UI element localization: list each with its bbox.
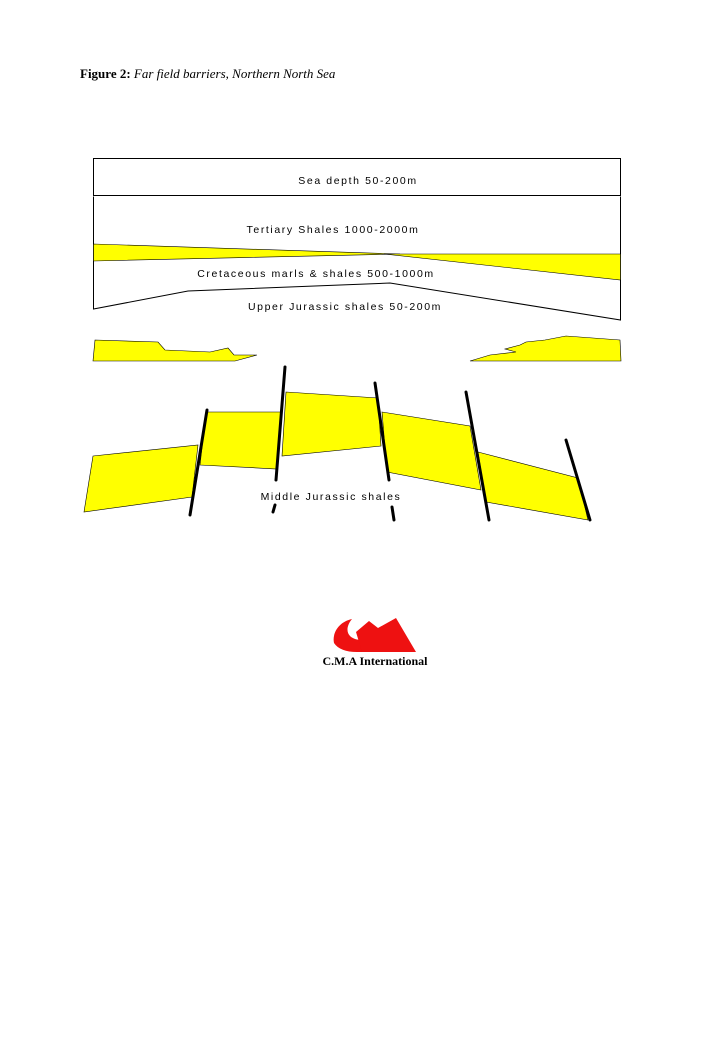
fault-block-2 bbox=[200, 412, 281, 469]
middle-jurassic-label: Middle Jurassic shales bbox=[260, 491, 402, 503]
fault-line-3-lower bbox=[392, 507, 394, 520]
fault-line-2-lower bbox=[273, 505, 275, 512]
logo-text: C.M.A International bbox=[322, 654, 428, 668]
cma-logo-icon bbox=[334, 618, 416, 652]
fault-block-4 bbox=[382, 412, 481, 490]
upper-jurassic-label: Upper Jurassic shales 50-200m bbox=[247, 301, 443, 313]
fault-block-1 bbox=[84, 445, 198, 512]
figure-title: Far field barriers, Northern North Sea bbox=[133, 66, 336, 81]
cretaceous-label: Cretaceous marls & shales 500-1000m bbox=[197, 268, 435, 280]
upper-jurassic-sand-left bbox=[93, 340, 257, 361]
tertiary-label: Tertiary Shales 1000-2000m bbox=[246, 224, 420, 236]
upper-jurassic-sand-right bbox=[470, 336, 621, 361]
figure-label: Figure 2: bbox=[80, 66, 131, 81]
fault-block-3 bbox=[282, 392, 381, 456]
sea-depth-label: Sea depth 50-200m bbox=[298, 175, 418, 187]
logo-mountain-icon bbox=[356, 618, 416, 652]
